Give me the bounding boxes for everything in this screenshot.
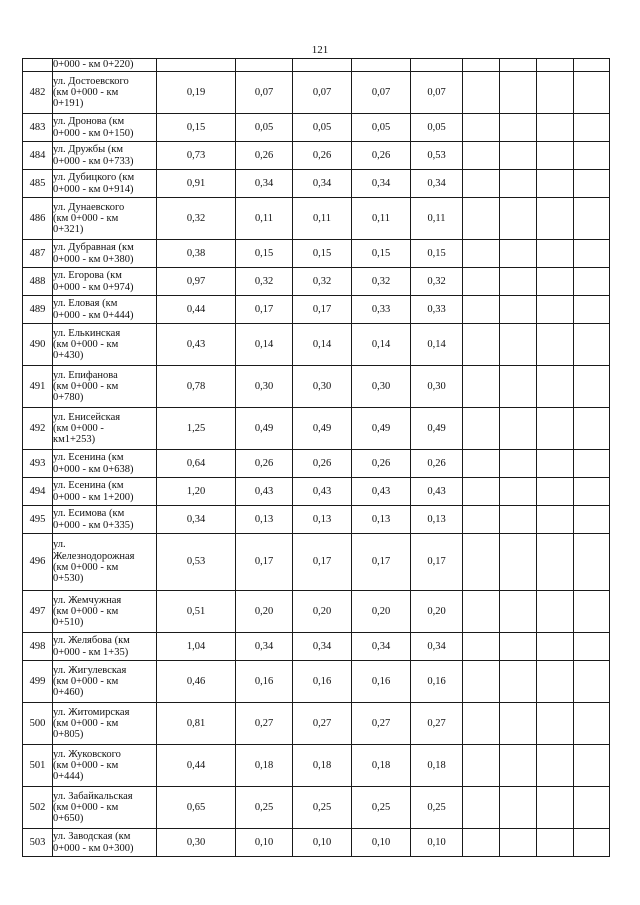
empty-cell (500, 633, 537, 661)
length-cell: 0,91 (157, 170, 236, 198)
length-cell: 0,97 (157, 268, 236, 296)
value-cell-4: 0,13 (411, 506, 463, 534)
row-number-cell: 483 (23, 114, 53, 142)
table-row (23, 296, 610, 324)
road-name-cell: ул. Жемчужная (км 0+000 - км 0+510) (53, 591, 157, 633)
table-row (23, 633, 610, 661)
value-cell-1: 0,32 (236, 268, 293, 296)
empty-cell (463, 296, 500, 324)
row-number-cell: 497 (23, 591, 53, 633)
length-cell: 1,20 (157, 478, 236, 506)
road-name-cell: ул. Есимова (км 0+000 - км 0+335) (53, 506, 157, 534)
value-cell-2: 0,17 (293, 296, 352, 324)
value-cell-3: 0,16 (352, 661, 411, 703)
row-number-cell: 498 (23, 633, 53, 661)
value-cell-3: 0,26 (352, 450, 411, 478)
empty-cell (463, 324, 500, 366)
length-cell (157, 59, 236, 72)
length-cell: 0,38 (157, 240, 236, 268)
row-number-cell: 493 (23, 450, 53, 478)
empty-cell (537, 268, 574, 296)
value-cell-4: 0,30 (411, 366, 463, 408)
empty-cell (463, 366, 500, 408)
empty-cell (500, 787, 537, 829)
value-cell-4: 0,33 (411, 296, 463, 324)
table-row (23, 240, 610, 268)
length-cell: 0,43 (157, 324, 236, 366)
empty-cell (463, 142, 500, 170)
empty-cell (463, 506, 500, 534)
empty-cell (500, 240, 537, 268)
value-cell-3: 0,14 (352, 324, 411, 366)
road-name-cell: ул. Жуковского (км 0+000 - км 0+444) (53, 745, 157, 787)
length-cell: 0,81 (157, 703, 236, 745)
row-number-cell: 499 (23, 661, 53, 703)
length-cell: 0,51 (157, 591, 236, 633)
empty-cell (574, 114, 610, 142)
value-cell-1: 0,17 (236, 534, 293, 591)
empty-cell (574, 591, 610, 633)
value-cell-1: 0,14 (236, 324, 293, 366)
table-row (23, 142, 610, 170)
empty-cell (537, 198, 574, 240)
empty-cell (537, 142, 574, 170)
empty-cell (463, 591, 500, 633)
value-cell-4: 0,25 (411, 787, 463, 829)
road-name-cell: ул. Забайкальская (км 0+000 - км 0+650) (53, 787, 157, 829)
value-cell-2: 0,34 (293, 170, 352, 198)
empty-cell (463, 170, 500, 198)
empty-cell (463, 450, 500, 478)
empty-cell (500, 198, 537, 240)
empty-cell (537, 633, 574, 661)
value-cell-3: 0,27 (352, 703, 411, 745)
value-cell-2: 0,15 (293, 240, 352, 268)
value-cell-3: 0,34 (352, 633, 411, 661)
value-cell-2: 0,10 (293, 829, 352, 857)
table-row (23, 478, 610, 506)
length-cell: 0,46 (157, 661, 236, 703)
empty-cell (463, 703, 500, 745)
value-cell-3: 0,18 (352, 745, 411, 787)
value-cell-3: 0,10 (352, 829, 411, 857)
row-number-cell: 484 (23, 142, 53, 170)
table-row (23, 591, 610, 633)
value-cell-2: 0,16 (293, 661, 352, 703)
value-cell-2: 0,13 (293, 506, 352, 534)
empty-cell (574, 633, 610, 661)
value-cell-2: 0,32 (293, 268, 352, 296)
length-cell: 0,34 (157, 506, 236, 534)
row-number-cell: 494 (23, 478, 53, 506)
empty-cell (463, 787, 500, 829)
road-name-cell: ул. Елькинская (км 0+000 - км 0+430) (53, 324, 157, 366)
value-cell-1: 0,07 (236, 72, 293, 114)
empty-cell (500, 703, 537, 745)
empty-cell (574, 142, 610, 170)
value-cell-2: 0,34 (293, 633, 352, 661)
length-cell: 0,65 (157, 787, 236, 829)
empty-cell (463, 72, 500, 114)
empty-cell (500, 506, 537, 534)
value-cell-2: 0,49 (293, 408, 352, 450)
empty-cell (537, 534, 574, 591)
length-cell: 1,04 (157, 633, 236, 661)
value-cell-4: 0,26 (411, 450, 463, 478)
value-cell-2: 0,43 (293, 478, 352, 506)
empty-cell (537, 59, 574, 72)
value-cell-4: 0,43 (411, 478, 463, 506)
road-name-cell: 0+000 - км 0+220) (53, 59, 157, 72)
value-cell-1: 0,34 (236, 633, 293, 661)
empty-cell (574, 366, 610, 408)
value-cell-4: 0,17 (411, 534, 463, 591)
row-number-cell: 490 (23, 324, 53, 366)
empty-cell (574, 408, 610, 450)
empty-cell (500, 296, 537, 324)
empty-cell (463, 661, 500, 703)
road-name-cell: ул. Дунаевского (км 0+000 - км 0+321) (53, 198, 157, 240)
road-name-cell: ул. Дубравная (км 0+000 - км 0+380) (53, 240, 157, 268)
road-name-cell: ул. Достоевского (км 0+000 - км 0+191) (53, 72, 157, 114)
road-name-cell: ул. Енисейская (км 0+000 - км1+253) (53, 408, 157, 450)
value-cell-3: 0,49 (352, 408, 411, 450)
value-cell-1: 0,25 (236, 787, 293, 829)
row-number-cell: 485 (23, 170, 53, 198)
value-cell-4: 0,18 (411, 745, 463, 787)
row-number-cell: 488 (23, 268, 53, 296)
value-cell-3: 0,25 (352, 787, 411, 829)
empty-cell (500, 450, 537, 478)
row-number-cell: 500 (23, 703, 53, 745)
row-number-cell: 503 (23, 829, 53, 857)
value-cell-3: 0,26 (352, 142, 411, 170)
table-row-continuation (23, 59, 610, 72)
table-row (23, 366, 610, 408)
empty-cell (537, 366, 574, 408)
value-cell-1: 0,26 (236, 450, 293, 478)
value-cell-1: 0,26 (236, 142, 293, 170)
table-row (23, 506, 610, 534)
table-row (23, 170, 610, 198)
empty-cell (574, 478, 610, 506)
value-cell-2: 0,17 (293, 534, 352, 591)
road-name-cell: ул. Желябова (км 0+000 - км 1+35) (53, 633, 157, 661)
empty-cell (500, 72, 537, 114)
value-cell-3: 0,33 (352, 296, 411, 324)
value-cell-3: 0,13 (352, 506, 411, 534)
empty-cell (463, 114, 500, 142)
value-cell-1: 0,17 (236, 296, 293, 324)
length-cell: 0,73 (157, 142, 236, 170)
value-cell-2: 0,27 (293, 703, 352, 745)
road-name-cell: ул. Есенина (км 0+000 - км 0+638) (53, 450, 157, 478)
value-cell-4: 0,05 (411, 114, 463, 142)
row-number-cell: 502 (23, 787, 53, 829)
empty-cell (537, 591, 574, 633)
table-row (23, 198, 610, 240)
row-number-cell: 487 (23, 240, 53, 268)
road-name-cell: ул. Епифанова (км 0+000 - км 0+780) (53, 366, 157, 408)
road-name-cell: ул. Еловая (км 0+000 - км 0+444) (53, 296, 157, 324)
value-cell-1 (236, 59, 293, 72)
empty-cell (574, 170, 610, 198)
value-cell-4: 0,53 (411, 142, 463, 170)
table-row (23, 661, 610, 703)
length-cell: 0,78 (157, 366, 236, 408)
empty-cell (537, 408, 574, 450)
table-row (23, 787, 610, 829)
table-row (23, 450, 610, 478)
value-cell-2: 0,05 (293, 114, 352, 142)
value-cell-1: 0,30 (236, 366, 293, 408)
value-cell-1: 0,20 (236, 591, 293, 633)
road-name-cell: ул. Дубицкого (км 0+000 - км 0+914) (53, 170, 157, 198)
empty-cell (537, 661, 574, 703)
empty-cell (574, 296, 610, 324)
empty-cell (500, 114, 537, 142)
table-row (23, 829, 610, 857)
value-cell-1: 0,34 (236, 170, 293, 198)
empty-cell (537, 829, 574, 857)
empty-cell (463, 59, 500, 72)
value-cell-1: 0,43 (236, 478, 293, 506)
row-number-cell: 491 (23, 366, 53, 408)
table-row (23, 324, 610, 366)
empty-cell (537, 324, 574, 366)
value-cell-3: 0,34 (352, 170, 411, 198)
empty-cell (574, 198, 610, 240)
empty-cell (500, 478, 537, 506)
value-cell-4: 0,32 (411, 268, 463, 296)
empty-cell (574, 534, 610, 591)
length-cell: 0,15 (157, 114, 236, 142)
empty-cell (574, 703, 610, 745)
road-name-cell: ул. Есенина (км 0+000 - км 1+200) (53, 478, 157, 506)
empty-cell (463, 240, 500, 268)
empty-cell (537, 703, 574, 745)
empty-cell (500, 661, 537, 703)
empty-cell (574, 72, 610, 114)
value-cell-3: 0,11 (352, 198, 411, 240)
road-name-cell: ул. Егорова (км 0+000 - км 0+974) (53, 268, 157, 296)
empty-cell (574, 787, 610, 829)
table-row (23, 114, 610, 142)
length-cell: 0,44 (157, 745, 236, 787)
value-cell-4: 0,27 (411, 703, 463, 745)
value-cell-4: 0,10 (411, 829, 463, 857)
value-cell-1: 0,05 (236, 114, 293, 142)
empty-cell (574, 59, 610, 72)
value-cell-4: 0,07 (411, 72, 463, 114)
empty-cell (537, 745, 574, 787)
empty-cell (500, 366, 537, 408)
value-cell-2: 0,26 (293, 450, 352, 478)
empty-cell (500, 142, 537, 170)
length-cell: 0,19 (157, 72, 236, 114)
value-cell-4: 0,20 (411, 591, 463, 633)
value-cell-3 (352, 59, 411, 72)
value-cell-2: 0,07 (293, 72, 352, 114)
row-number-cell: 495 (23, 506, 53, 534)
empty-cell (537, 296, 574, 324)
value-cell-1: 0,18 (236, 745, 293, 787)
empty-cell (537, 72, 574, 114)
value-cell-3: 0,43 (352, 478, 411, 506)
value-cell-1: 0,10 (236, 829, 293, 857)
value-cell-3: 0,32 (352, 268, 411, 296)
value-cell-2: 0,14 (293, 324, 352, 366)
row-number-cell: 482 (23, 72, 53, 114)
empty-cell (500, 745, 537, 787)
empty-cell (574, 240, 610, 268)
row-number-cell: 489 (23, 296, 53, 324)
value-cell-4: 0,34 (411, 633, 463, 661)
empty-cell (463, 829, 500, 857)
empty-cell (537, 170, 574, 198)
value-cell-3: 0,20 (352, 591, 411, 633)
value-cell-2: 0,11 (293, 198, 352, 240)
row-number-cell: 501 (23, 745, 53, 787)
empty-cell (574, 661, 610, 703)
value-cell-3: 0,17 (352, 534, 411, 591)
length-cell: 0,53 (157, 534, 236, 591)
value-cell-2: 0,26 (293, 142, 352, 170)
length-cell: 0,30 (157, 829, 236, 857)
value-cell-2 (293, 59, 352, 72)
empty-cell (574, 829, 610, 857)
value-cell-1: 0,15 (236, 240, 293, 268)
row-number-cell: 496 (23, 534, 53, 591)
empty-cell (537, 240, 574, 268)
table-row (23, 408, 610, 450)
row-number-cell: 486 (23, 198, 53, 240)
empty-cell (463, 745, 500, 787)
value-cell-1: 0,16 (236, 661, 293, 703)
value-cell-4: 0,14 (411, 324, 463, 366)
empty-cell (500, 170, 537, 198)
empty-cell (500, 324, 537, 366)
length-cell: 0,44 (157, 296, 236, 324)
value-cell-4: 0,11 (411, 198, 463, 240)
empty-cell (463, 534, 500, 591)
road-name-cell: ул. Дронова (км 0+000 - км 0+150) (53, 114, 157, 142)
value-cell-4: 0,16 (411, 661, 463, 703)
empty-cell (537, 478, 574, 506)
value-cell-3: 0,05 (352, 114, 411, 142)
empty-cell (574, 268, 610, 296)
empty-cell (574, 324, 610, 366)
page-number: 121 (311, 44, 329, 56)
row-number-cell (23, 59, 53, 72)
value-cell-1: 0,49 (236, 408, 293, 450)
value-cell-2: 0,18 (293, 745, 352, 787)
value-cell-4: 0,49 (411, 408, 463, 450)
empty-cell (537, 506, 574, 534)
value-cell-3: 0,30 (352, 366, 411, 408)
length-cell: 0,64 (157, 450, 236, 478)
empty-cell (500, 534, 537, 591)
empty-cell (500, 268, 537, 296)
value-cell-2: 0,25 (293, 787, 352, 829)
roads-table (22, 58, 610, 857)
table-row (23, 703, 610, 745)
road-name-cell: ул. Заводская (км 0+000 - км 0+300) (53, 829, 157, 857)
empty-cell (537, 114, 574, 142)
row-number-cell: 492 (23, 408, 53, 450)
value-cell-1: 0,11 (236, 198, 293, 240)
value-cell-2: 0,20 (293, 591, 352, 633)
table-row (23, 268, 610, 296)
empty-cell (500, 408, 537, 450)
length-cell: 1,25 (157, 408, 236, 450)
road-name-cell: ул. Дружбы (км 0+000 - км 0+733) (53, 142, 157, 170)
empty-cell (537, 450, 574, 478)
value-cell-4 (411, 59, 463, 72)
length-cell: 0,32 (157, 198, 236, 240)
value-cell-2: 0,30 (293, 366, 352, 408)
value-cell-3: 0,07 (352, 72, 411, 114)
road-name-cell: ул. Житомирская (км 0+000 - км 0+805) (53, 703, 157, 745)
empty-cell (537, 787, 574, 829)
empty-cell (500, 591, 537, 633)
empty-cell (574, 506, 610, 534)
table-row (23, 534, 610, 591)
empty-cell (463, 268, 500, 296)
empty-cell (574, 745, 610, 787)
value-cell-1: 0,27 (236, 703, 293, 745)
road-name-cell: ул. Железнодорожная (км 0+000 - км 0+530) (53, 534, 157, 591)
empty-cell (463, 198, 500, 240)
table-row (23, 72, 610, 114)
value-cell-3: 0,15 (352, 240, 411, 268)
value-cell-1: 0,13 (236, 506, 293, 534)
empty-cell (500, 829, 537, 857)
roads-table-body (23, 59, 610, 857)
road-name-cell: ул. Жигулевская (км 0+000 - км 0+460) (53, 661, 157, 703)
table-row (23, 745, 610, 787)
empty-cell (463, 408, 500, 450)
empty-cell (463, 478, 500, 506)
empty-cell (574, 450, 610, 478)
empty-cell (463, 633, 500, 661)
empty-cell (500, 59, 537, 72)
value-cell-4: 0,34 (411, 170, 463, 198)
value-cell-4: 0,15 (411, 240, 463, 268)
